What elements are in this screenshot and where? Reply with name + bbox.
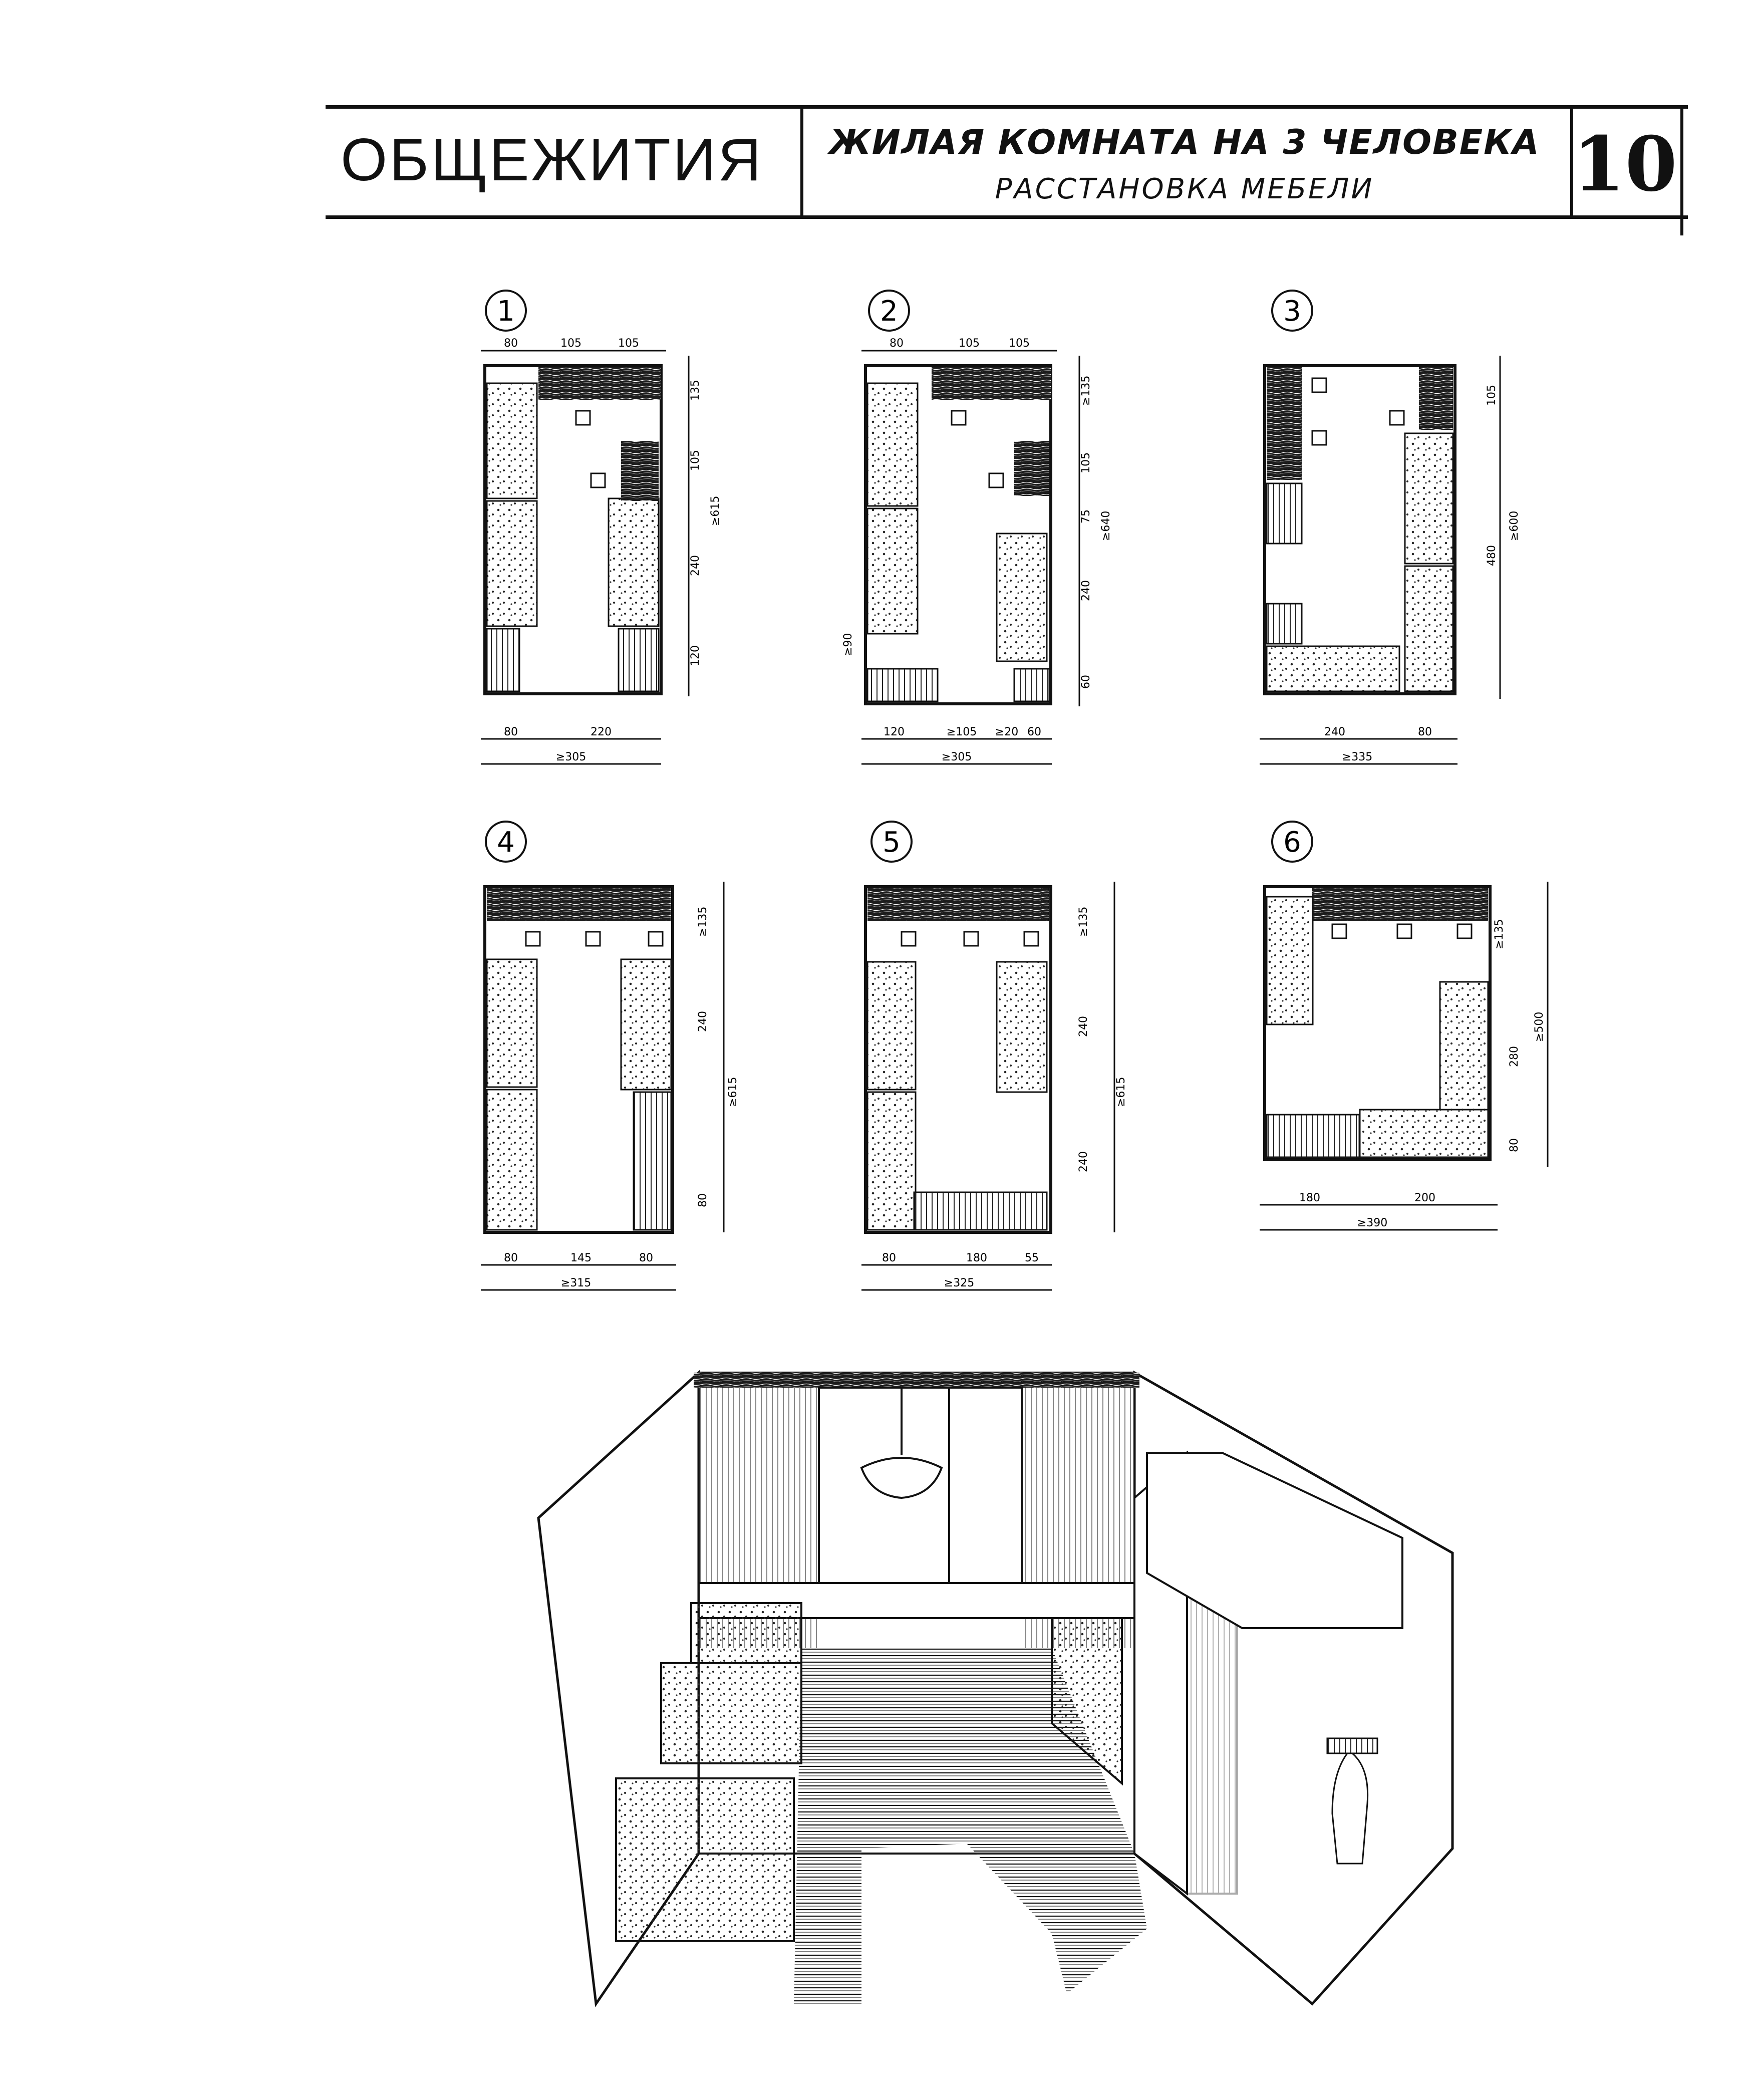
plan-5-chair-3 <box>1024 932 1038 946</box>
plan-6-chair-1 <box>1332 924 1346 938</box>
plan-2-right-dim-3: 75 <box>1080 509 1092 523</box>
plan-4-right-dim-0: ≥135 <box>697 906 709 937</box>
plan-2-left-dim-0: ≥90 <box>842 633 854 656</box>
plan-3-bottom-dim-3: 80 <box>1418 726 1432 738</box>
plan-4-chair-2 <box>586 932 600 946</box>
sheet-subtitle-line1: ЖИЛАЯ КОМНАТА НА 3 ЧЕЛОВЕКА <box>829 123 1540 162</box>
plan-5-bottom-dim-1: 80 <box>882 1252 896 1264</box>
plan-2-bottom-dim-1: ≥105 <box>946 726 977 738</box>
plan-5-bed-2 <box>867 1092 916 1230</box>
perspective-bed-front <box>616 1778 794 1941</box>
plan-4-bed-1 <box>487 959 537 1087</box>
plan-6-right-dim-1: 280 <box>1508 1046 1521 1067</box>
plan-2-bed-1 <box>867 383 918 506</box>
plan-3-total-height: ≥600 <box>1508 510 1521 541</box>
plan-2-bottom-dim-0: 120 <box>884 726 905 738</box>
plan-4-bottom-dim-3: 80 <box>639 1252 653 1264</box>
plan-variant-3 <box>1260 291 1521 764</box>
plan-5-total-height: ≥615 <box>1115 1077 1127 1107</box>
plan-2-bed-3 <box>997 534 1047 661</box>
plan-2-bed-2 <box>867 508 918 634</box>
plan-1-number: 1 <box>497 295 515 328</box>
plan-3-bottom-dim-1: 240 <box>1324 726 1345 738</box>
sheet-title: ОБЩЕЖИТИЯ <box>341 126 763 193</box>
plan-5-right-dim-2: 240 <box>1077 1151 1090 1172</box>
plan-variant-2 <box>842 291 1112 764</box>
plan-5-bed-1 <box>867 962 916 1090</box>
plan-2-right-dim-4: 240 <box>1080 580 1092 601</box>
plan-4-bottom-dim-1: 80 <box>504 1252 518 1264</box>
plan-3-cabinet-bottom <box>1267 604 1302 644</box>
plan-2-cabinet-right <box>1014 669 1049 701</box>
plan-6-wardrobe <box>1312 888 1488 921</box>
plan-variant-5 <box>861 822 1127 1290</box>
plan-6-chair-3 <box>1457 924 1472 938</box>
plan-variant-1 <box>481 291 722 764</box>
plan-3-wardrobe-left <box>1267 367 1302 480</box>
plan-1-bed-1 <box>487 383 537 498</box>
plan-6-cabinet <box>1267 1115 1359 1157</box>
plan-1-wardrobe <box>538 367 661 400</box>
plan-6-total-width: ≥390 <box>1357 1217 1388 1229</box>
plan-6-bed-3 <box>1360 1110 1488 1157</box>
plan-2-right-dim-5: 60 <box>1080 675 1092 689</box>
plan-variant-4 <box>481 822 739 1290</box>
plan-1-bed-3 <box>609 498 659 626</box>
plan-1-total-width: ≥305 <box>555 751 587 763</box>
plan-1-top-dim-1: 80 <box>504 337 518 350</box>
plan-4-number: 4 <box>497 826 515 859</box>
plan-6-bed-2 <box>1440 982 1488 1110</box>
plan-5-bed-3 <box>997 962 1047 1092</box>
plan-3-wardrobe-right <box>1419 367 1453 430</box>
plan-variant-6 <box>1260 822 1548 1230</box>
plan-2-chair-1 <box>952 411 966 425</box>
plan-4-bed-2 <box>487 1090 537 1230</box>
plan-1-chair-2 <box>591 473 605 487</box>
plan-4-right-dim-1: 240 <box>697 1011 709 1032</box>
plan-2-total-height: ≥640 <box>1100 510 1112 541</box>
plan-1-bottom-dim-1: 80 <box>504 726 518 738</box>
plan-6-number: 6 <box>1283 826 1301 859</box>
plan-2-cabinet-left <box>867 669 938 701</box>
plan-4-total-width: ≥315 <box>560 1277 592 1289</box>
plan-3-bed-2 <box>1405 566 1453 691</box>
perspective-coat-hook <box>1327 1738 1377 1753</box>
plan-6-total-height: ≥500 <box>1533 1011 1546 1042</box>
plan-3-chair-1 <box>1312 378 1326 392</box>
plan-4-bed-3 <box>621 959 671 1090</box>
plan-1-right-dim-1: 135 <box>689 380 702 401</box>
plan-5-cabinet <box>914 1192 1047 1230</box>
plan-6-right-dim-0: ≥135 <box>1493 919 1506 949</box>
plan-3-cabinet-top <box>1267 483 1302 544</box>
plan-3-bed-1 <box>1405 433 1453 564</box>
perspective-curtain-rail <box>694 1373 1139 1388</box>
plan-4-bottom-dim-2: 145 <box>570 1252 592 1264</box>
plan-1-bed-2 <box>487 501 537 626</box>
plan-3-number: 3 <box>1283 295 1301 328</box>
plan-1-right-dim-2: 105 <box>689 450 702 471</box>
plan-4-wardrobe <box>487 888 671 921</box>
plan-3-bed-3 <box>1267 646 1399 691</box>
perspective-bed-middle <box>661 1663 801 1763</box>
plan-2-wardrobe <box>932 367 1051 400</box>
plan-1-right-dim-4: 240 <box>689 555 702 576</box>
plan-4-cabinet <box>634 1092 671 1230</box>
plan-6-right-dim-2: 80 <box>1508 1138 1521 1152</box>
plan-2-total-width: ≥305 <box>941 751 972 763</box>
plan-2-bottom-dim-3: 60 <box>1027 726 1041 738</box>
plan-4-total-height: ≥615 <box>727 1077 739 1107</box>
plan-3-right-dim-3: 480 <box>1486 545 1498 566</box>
plan-2-bottom-dim-2: ≥20 <box>995 726 1019 738</box>
plan-2-chair-2 <box>989 473 1003 487</box>
plan-6-bottom-dim-2: 200 <box>1414 1192 1435 1204</box>
plan-1-cabinet-right <box>619 629 659 691</box>
sheet-subtitle-line2: РАССТАНОВКА МЕБЕЛИ <box>995 173 1374 205</box>
plan-2-desk <box>1014 441 1049 496</box>
plan-4-right-dim-2: 80 <box>697 1193 709 1207</box>
plan-5-wardrobe <box>867 888 1049 921</box>
plan-5-bottom-dim-4: 55 <box>1025 1252 1039 1264</box>
plan-1-right-dim-6: 120 <box>689 645 702 666</box>
plan-1-bottom-dim-2: 220 <box>591 726 612 738</box>
plan-6-chair-2 <box>1397 924 1411 938</box>
plan-6-bottom-dim-0: 180 <box>1299 1192 1320 1204</box>
plan-2-right-dim-2: 105 <box>1080 452 1092 473</box>
plan-1-top-dim-4: 105 <box>618 337 639 350</box>
perspective-bed-back <box>691 1603 801 1663</box>
plan-3-chair-3 <box>1390 411 1404 425</box>
plan-5-right-dim-0: ≥135 <box>1077 906 1090 937</box>
plan-5-bottom-dim-3: 180 <box>966 1252 987 1264</box>
plan-1-top-dim-3: 105 <box>560 337 581 350</box>
plan-2-top-dim-3: 105 <box>959 337 980 350</box>
plan-5-total-width: ≥325 <box>944 1277 975 1289</box>
plan-4-chair-1 <box>526 932 540 946</box>
plan-2-right-dim-1: ≥135 <box>1080 375 1092 406</box>
plan-5-chair-1 <box>902 932 916 946</box>
sheet-number: 10 <box>1573 120 1677 208</box>
plan-3-chair-2 <box>1312 431 1326 445</box>
plan-2-top-dim-1: 80 <box>890 337 904 350</box>
plan-4-chair-3 <box>649 932 663 946</box>
plan-1-desk <box>621 441 659 501</box>
plan-1-total-height: ≥615 <box>709 495 722 526</box>
plan-1-chair-1 <box>576 411 590 425</box>
plan-1-cabinet-left <box>487 629 519 691</box>
plan-6-bed-1 <box>1267 897 1313 1024</box>
plan-5-right-dim-1: 240 <box>1077 1016 1090 1037</box>
room-perspective <box>538 1373 1452 2004</box>
plan-2-top-dim-4: 105 <box>1009 337 1030 350</box>
plan-3-right-dim-1: 105 <box>1486 385 1498 406</box>
plan-3-total-width: ≥335 <box>1342 751 1373 763</box>
plan-2-number: 2 <box>880 295 898 328</box>
plan-5-number: 5 <box>883 826 901 859</box>
plan-5-chair-2 <box>964 932 978 946</box>
